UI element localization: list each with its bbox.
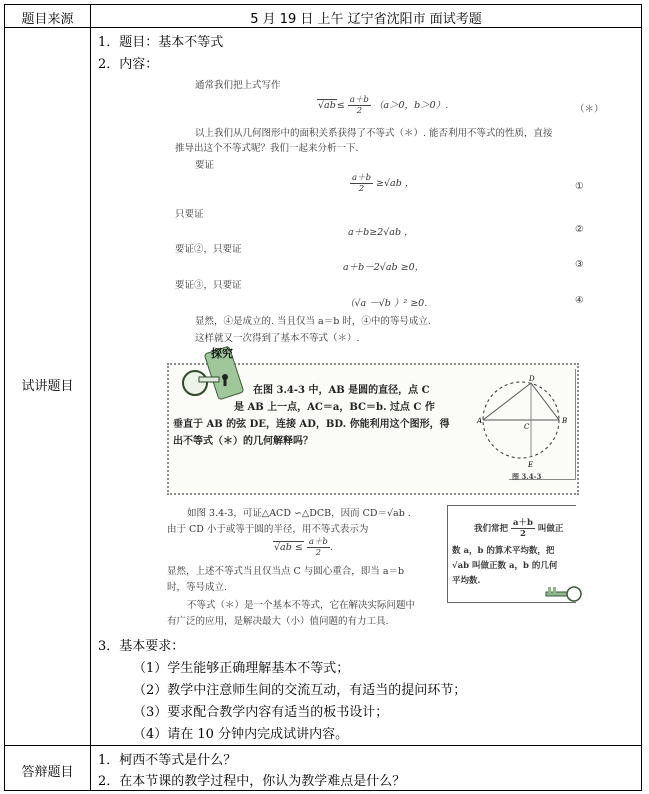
paragraph-3b: 时，等号成立. [167, 582, 228, 593]
paragraph-4a: 不等式（＊）是一个基本不等式，它在解决实际问题中 [187, 600, 416, 611]
paragraph-2b: 由于 CD 小于或等于圆的半径，用不等式表示为 [167, 524, 369, 535]
side-note-box: 我们常把 $\frac{a+b}{2}$ 叫做正 数 a，b 的算术平均数，把 √ab 叫做正数 a，b 的几何 平均数. [447, 505, 576, 603]
only-prove: 只要证 [175, 209, 204, 220]
paragraph-1a: 以上我们从几何图形中的面积关系获得了不等式（＊）. 能否利用不等式的性质，直接 [195, 128, 553, 139]
circle-diagram [469, 375, 577, 471]
defense-question: 2．在本节课的教学过程中，你认为教学难点是什么？ [98, 774, 406, 789]
key-icon [544, 582, 584, 604]
explore-line-1: 在图 3.4-3 中，AB 是圆的直径，点 C [253, 385, 430, 396]
equation-3: a＋b－2√ab ≥0， [343, 262, 425, 273]
requirement-item: （3）要求配合教学内容有适当的板书设计； [133, 705, 389, 720]
defense-label: 答辩题目 [21, 765, 74, 780]
svg-text:D: D [529, 375, 535, 383]
equation-star: √ab≤ $\frac{a+b}{2} (a>0$，b＞0）. [318, 95, 449, 116]
side-note-line-4: 平均数. [452, 576, 481, 586]
content-label: 2．内容： [98, 57, 159, 72]
requirement-item: （2）教学中注意师生间的交流互动，有适当的提问环节； [133, 683, 467, 698]
obvious-text: 显然，④是成立的. 当且仅当 a＝b 时，④中的等号成立. [195, 316, 431, 327]
figure-caption: 图 3.4-3 [512, 472, 542, 481]
explore-line-3: 垂直于 AB 的弦 DE，连接 AD，BD. 你能利用这个图形，得 [173, 419, 450, 430]
prove-3: 要证③，只要证 [175, 280, 242, 291]
explore-line-2: 是 AB 上一点，AC＝a，BC＝b. 过点 C 作 [234, 402, 435, 413]
svg-text:A: A [477, 417, 483, 425]
requirement-item: （1）学生能够正确理解基本不等式； [133, 661, 350, 676]
paragraph-4b: 有广泛的应用，是解决最大（小）值问题的有力工具. [167, 616, 389, 627]
paragraph-1b: 推导出这个不等式呢？我们一起来分析一下. [175, 143, 359, 154]
svg-text:B: B [562, 417, 568, 425]
paragraph-2a: 如图 3.4-3，可证△ACD ∽△DCB，因而 CD＝√ab . [187, 508, 411, 519]
prove-2: 要证②，只要证 [175, 244, 242, 255]
side-note-line-3: √ab 叫做正数 a，b 的几何 [452, 561, 558, 571]
fraction: $\frac{a+b}{2}$ [349, 95, 369, 116]
side-note-line-2: 数 a，b 的算术平均数，把 [452, 546, 555, 556]
svg-text:C: C [524, 423, 530, 431]
source-value: 5 月 19 日 上午 辽宁省沈阳市 面试考题 [250, 12, 482, 27]
explore-box [167, 347, 579, 495]
lecture-topic: 1．题目：基本不等式 [98, 35, 224, 50]
paragraph-3a: 显然，上述不等式当且仅当点 C 与圆心重合，即当 a＝b [167, 566, 405, 577]
lecture-label: 试讲题目 [21, 379, 74, 394]
equation-2: a＋b≥2√ab ， [348, 227, 414, 238]
equation-5: √ab ≤ $\frac{a+b}{2}$. [274, 537, 333, 558]
equation-tag: ① [575, 181, 584, 192]
key-lock-icon [177, 343, 247, 403]
defense-question: 1．柯西不等式是什么？ [98, 753, 237, 768]
equation-tag: ③ [575, 259, 584, 270]
source-label: 题目来源 [21, 12, 74, 27]
row-divider-defense [5, 745, 641, 746]
equation-1: $\frac{a+b}{2} \ge√ab$ ， [352, 173, 415, 194]
equation-tag: ② [575, 224, 584, 235]
exam-table [4, 4, 642, 791]
equation-4: （√a －√b ）² ≥0. [345, 298, 428, 309]
equation-tag: ④ [575, 295, 584, 306]
requirements-label: 3．基本要求： [98, 639, 185, 654]
explore-badge: 探究 [211, 347, 233, 360]
requirement-item: （4）请在 10 分钟内完成试讲内容。 [133, 727, 349, 742]
explore-line-4: 出不等式（＊）的几何解释吗？ [173, 436, 313, 447]
again-text: 这样就又一次得到了基本不等式（＊）. [195, 333, 360, 344]
textbook-excerpt [165, 73, 604, 633]
column-divider [90, 5, 91, 790]
excerpt-intro: 通常我们把上式写作 [195, 80, 281, 91]
svg-text:E: E [528, 461, 534, 469]
to-prove: 要证 [195, 160, 215, 171]
row-divider-header [5, 27, 641, 28]
equation-tag: （＊） [575, 104, 604, 115]
